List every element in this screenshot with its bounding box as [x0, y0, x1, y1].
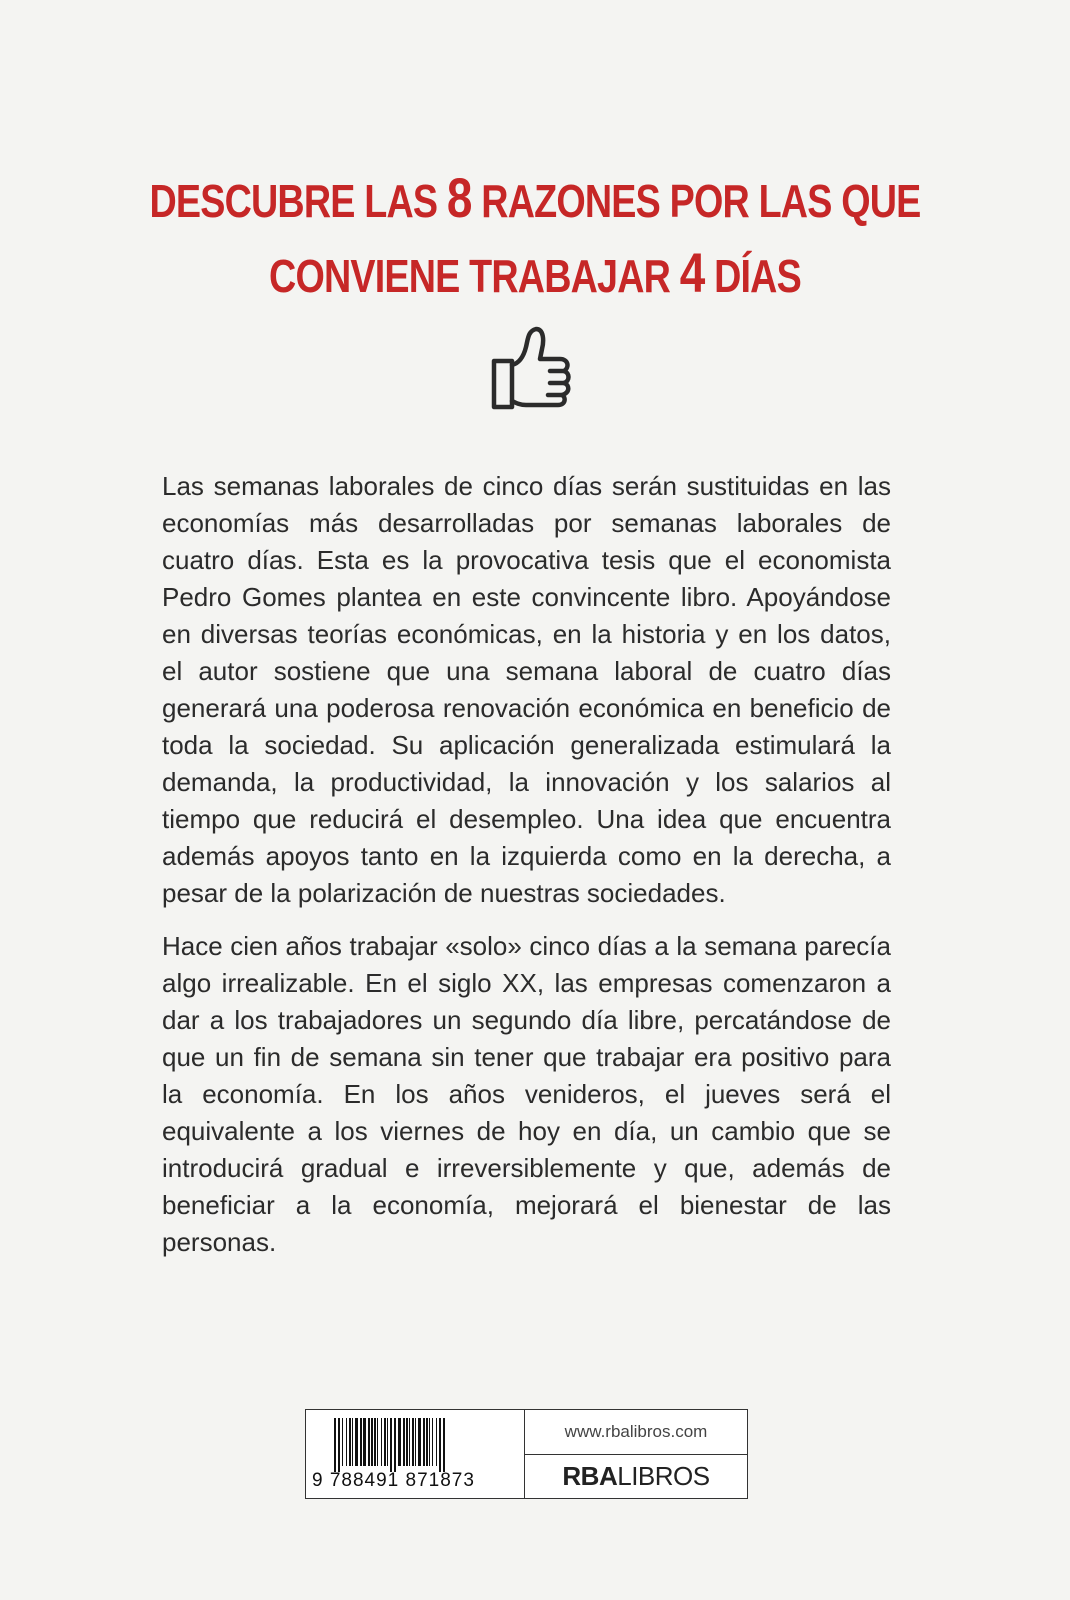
barcode-bar — [377, 1418, 378, 1466]
headline-number: 4 — [679, 241, 705, 304]
logo-libros: LIBROS — [617, 1461, 710, 1491]
barcode-bar — [387, 1418, 388, 1466]
barcode-bar — [403, 1418, 405, 1466]
barcode-bar — [412, 1418, 414, 1466]
headline-number: 8 — [446, 166, 472, 229]
barcode-bar — [342, 1418, 343, 1466]
body-paragraph-1: Las semanas laborales de cinco días serán sustituidas en las economías más desarrolladas por semanas laborales de cuatro días. Esta es la provocativa tesis que el economista Pedro Gomes plantea en este convincente libro. Apoyándose en diversas teorías económicas, en la historia y en los datos, el autor sostiene que una semana laboral de cuatro días generará una poderosa renovación económica en beneficio de toda la sociedad. Su aplicación generalizada estimulará la demanda, la productividad, la innovación y los salarios al tiempo que reducirá el desempleo. Una idea que encuentra además apoyos tanto en la izquierda como en la derecha, a pesar de la polarización de nuestras sociedades. — [162, 471, 891, 908]
publisher-url: www.rbalibros.com — [525, 1410, 747, 1455]
barcode-bar — [426, 1418, 428, 1466]
barcode-bar — [371, 1418, 373, 1466]
headline-text: DÍAS — [704, 250, 801, 302]
headline-text: RAZONES POR LAS QUE — [471, 175, 921, 227]
barcode-bar — [381, 1418, 382, 1466]
barcode-bar — [390, 1418, 392, 1472]
body-paragraph-2: Hace cien años trabajar «solo» cinco días a la semana parecía algo irrealizable. En el siglo XX, las empresas comenzaron a dar a los trabajadores un segundo día libre, percatándose de que un fin de semana sin tener que trabajar era positivo para la economía. En los años venideros, el jueves será el equivalente a los viernes de hoy en día, un cambio que se introducirá gradual e irreversiblemente y que, además de beneficiar a la economía, mejorará el bienestar de las personas. — [162, 931, 891, 1257]
barcode-bar — [346, 1418, 347, 1466]
barcode-bar — [436, 1418, 437, 1466]
barcode-bar — [439, 1418, 441, 1472]
barcode-bar — [349, 1418, 351, 1466]
thumbs-up-icon — [490, 325, 578, 413]
publisher-logo — [525, 1455, 747, 1498]
barcode-bar — [394, 1418, 396, 1472]
headline-text: DESCUBRE LAS — [149, 175, 447, 227]
barcode-publisher-box — [305, 1409, 748, 1499]
barcode-bar — [429, 1418, 430, 1466]
barcode-bar — [360, 1418, 362, 1466]
barcode-bar — [384, 1418, 386, 1466]
barcode-bar — [374, 1418, 376, 1466]
barcode-bar — [443, 1418, 445, 1472]
barcode-bar — [352, 1418, 353, 1466]
barcode-bar — [338, 1418, 340, 1472]
isbn-digits: 9 788491 871873 — [312, 1470, 475, 1491]
barcode-bar — [423, 1418, 425, 1466]
barcode-bar — [432, 1418, 433, 1466]
barcode-bar — [409, 1418, 410, 1466]
headline — [96, 162, 973, 312]
publisher-info — [525, 1410, 747, 1498]
headline-text: CONVIENE TRABAJAR — [269, 250, 680, 302]
barcode-bar — [368, 1418, 370, 1466]
headline-line-1 — [96, 162, 973, 237]
barcode-bars — [332, 1418, 518, 1472]
barcode-bar — [406, 1418, 408, 1466]
logo-rba: RBA — [562, 1461, 618, 1491]
barcode — [306, 1410, 525, 1498]
barcode-bar — [355, 1418, 358, 1466]
headline-line-2 — [96, 237, 973, 312]
barcode-bar — [363, 1418, 366, 1466]
barcode-bar — [398, 1418, 401, 1466]
barcode-bar — [415, 1418, 416, 1466]
barcode-bar — [418, 1418, 421, 1466]
barcode-bar — [334, 1418, 336, 1472]
